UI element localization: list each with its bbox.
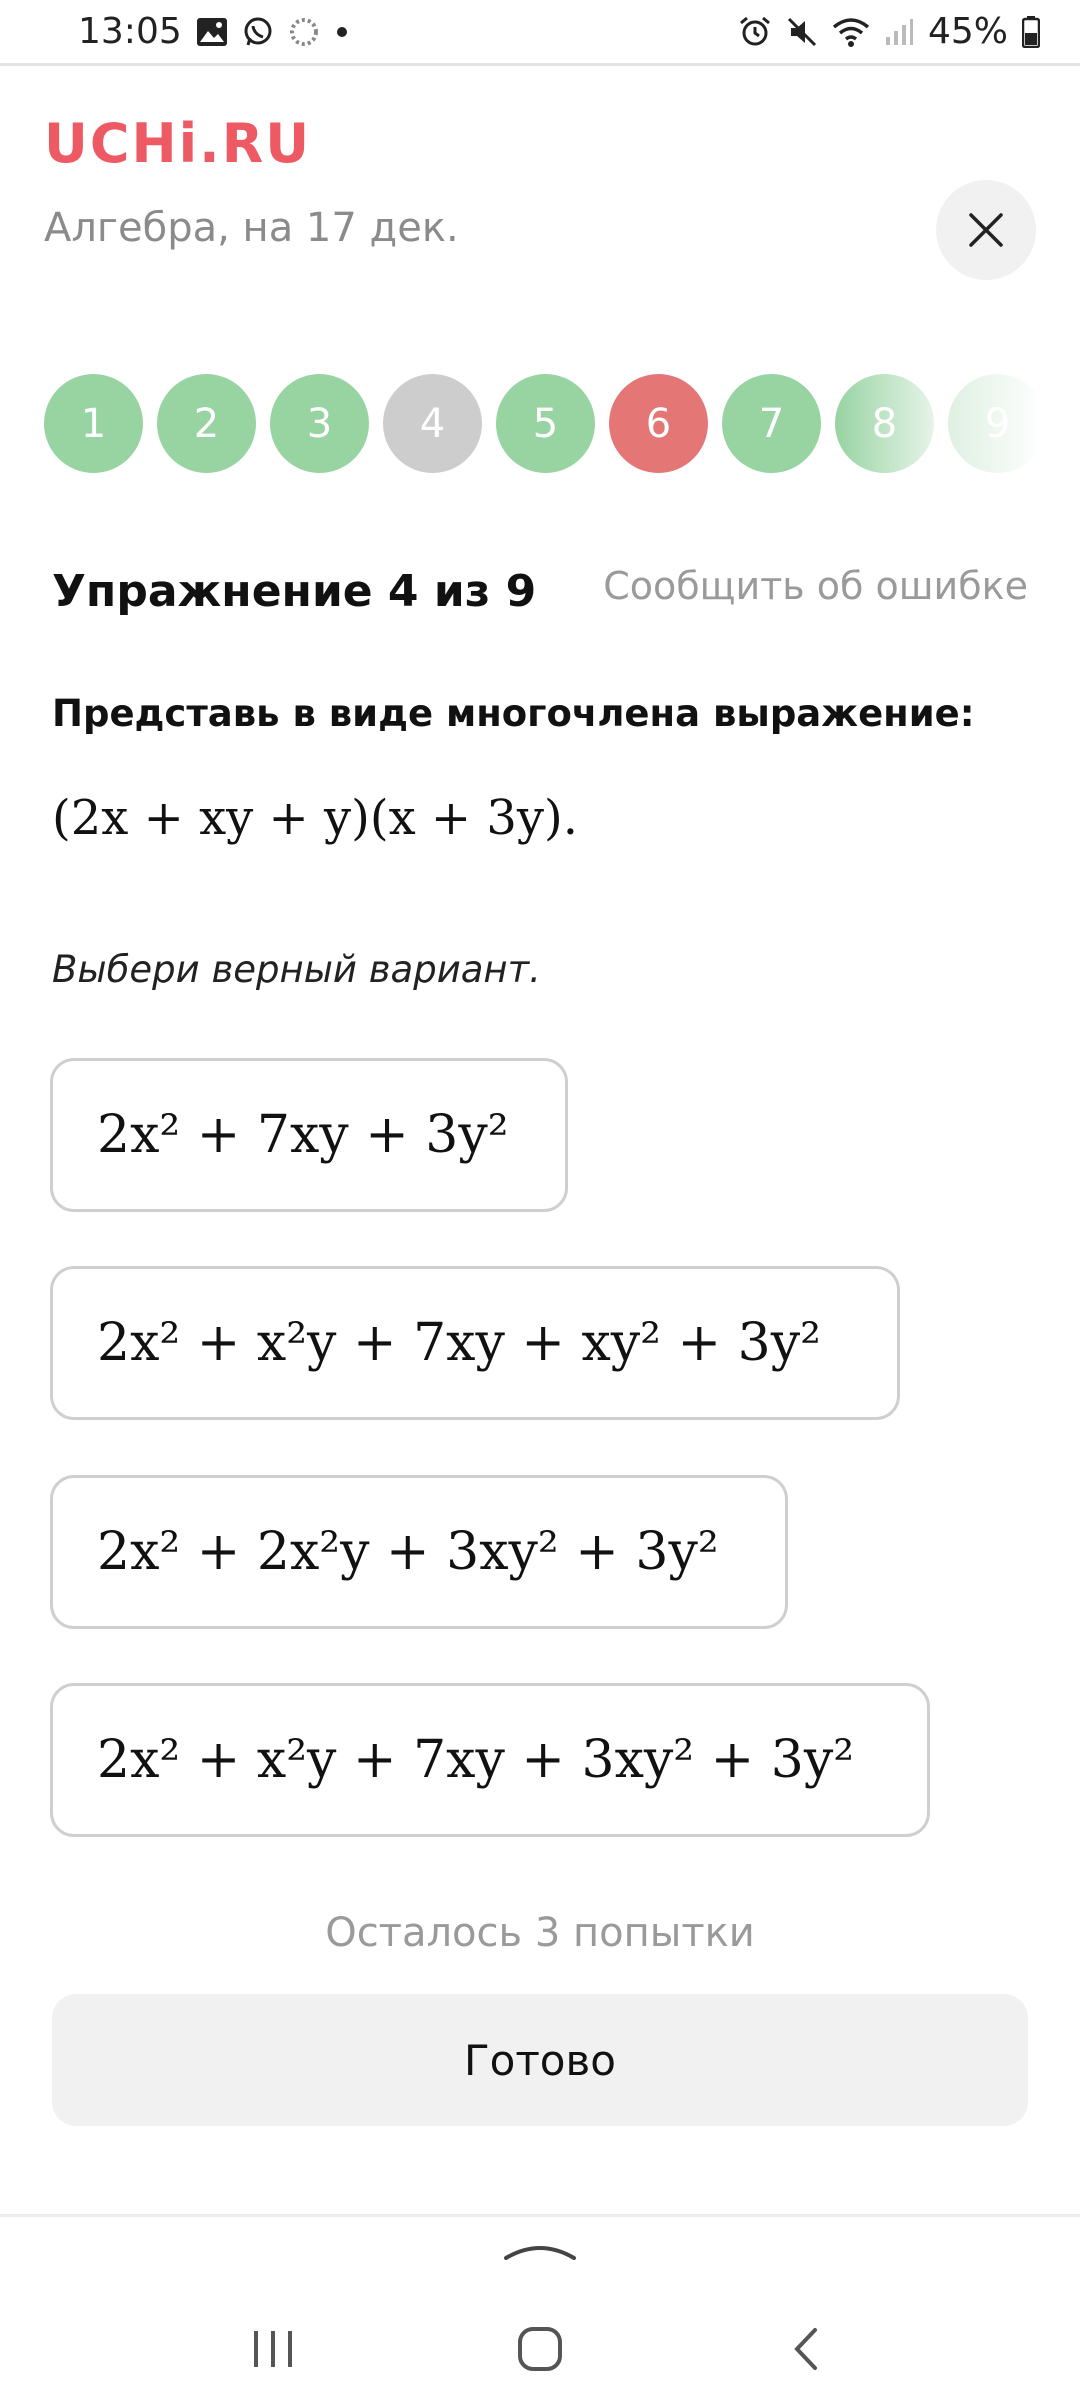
step-7[interactable]: 7: [722, 374, 821, 473]
step-5[interactable]: 5: [496, 374, 595, 473]
answer-option-text: 2x² + x²y + 7xy + 3xy² + 3y²: [97, 1730, 855, 1790]
app-logo: UCHi.RU: [44, 112, 312, 175]
answer-option-4[interactable]: [50, 1683, 930, 1837]
wifi-icon: [832, 16, 870, 48]
alarm-icon: [738, 16, 772, 48]
battery-percent: 45%: [927, 11, 1008, 52]
signal-icon: [884, 17, 914, 47]
answer-option-text: 2x² + 2x²y + 3xy² + 3y²: [97, 1522, 719, 1582]
expand-handle-icon[interactable]: [500, 2236, 580, 2270]
whatsapp-icon: [242, 16, 274, 48]
step-1[interactable]: 1: [44, 374, 143, 473]
answer-option-3[interactable]: [50, 1475, 788, 1629]
status-left: [78, 11, 350, 52]
bottom-divider: [0, 2214, 1080, 2217]
status-time: 13:05: [78, 11, 182, 52]
exercise-title: Упражнение 4 из 9: [52, 566, 537, 617]
close-icon: [966, 210, 1006, 250]
recent-apps-button[interactable]: [213, 2309, 333, 2389]
task-text: Представь в виде многочлена выражение:: [52, 692, 975, 735]
mute-icon: [786, 16, 818, 48]
answer-option-text: 2x² + 7xy + 3y²: [97, 1105, 509, 1165]
attempts-remaining: Осталось 3 попытки: [325, 1910, 755, 1956]
home-button[interactable]: [480, 2309, 600, 2389]
close-button[interactable]: [936, 180, 1036, 280]
done-button-label: Готово: [464, 2035, 616, 2085]
done-button[interactable]: [52, 1994, 1028, 2126]
back-icon: [787, 2324, 827, 2374]
home-icon: [515, 2324, 565, 2374]
gallery-icon: [196, 17, 228, 47]
status-right: [738, 11, 1040, 52]
sync-icon: [288, 16, 320, 48]
step-6[interactable]: 6: [609, 374, 708, 473]
step-4[interactable]: 4: [383, 374, 482, 473]
recent-apps-icon: [248, 2327, 298, 2371]
step-3[interactable]: 3: [270, 374, 369, 473]
lesson-subtitle: Алгебра, на 17 дек.: [44, 205, 459, 251]
report-error-link[interactable]: Сообщить об ошибке: [603, 564, 1028, 608]
task-expression: (2x + xy + y)(x + 3y).: [52, 790, 579, 846]
answer-option-text: 2x² + x²y + 7xy + xy² + 3y²: [97, 1313, 821, 1373]
battery-icon: [1022, 16, 1040, 48]
answer-option-1[interactable]: [50, 1058, 568, 1212]
system-nav-bar: [0, 2290, 1080, 2408]
dot-icon: [334, 24, 350, 40]
exercise-progress: [44, 374, 1036, 474]
instruction-text: Выбери верный вариант.: [52, 948, 541, 991]
back-button[interactable]: [747, 2309, 867, 2389]
step-8[interactable]: 8: [835, 374, 934, 473]
step-9[interactable]: 9: [948, 374, 1036, 473]
status-bar: [0, 0, 1080, 66]
answer-option-2[interactable]: [50, 1266, 900, 1420]
step-2[interactable]: 2: [157, 374, 256, 473]
